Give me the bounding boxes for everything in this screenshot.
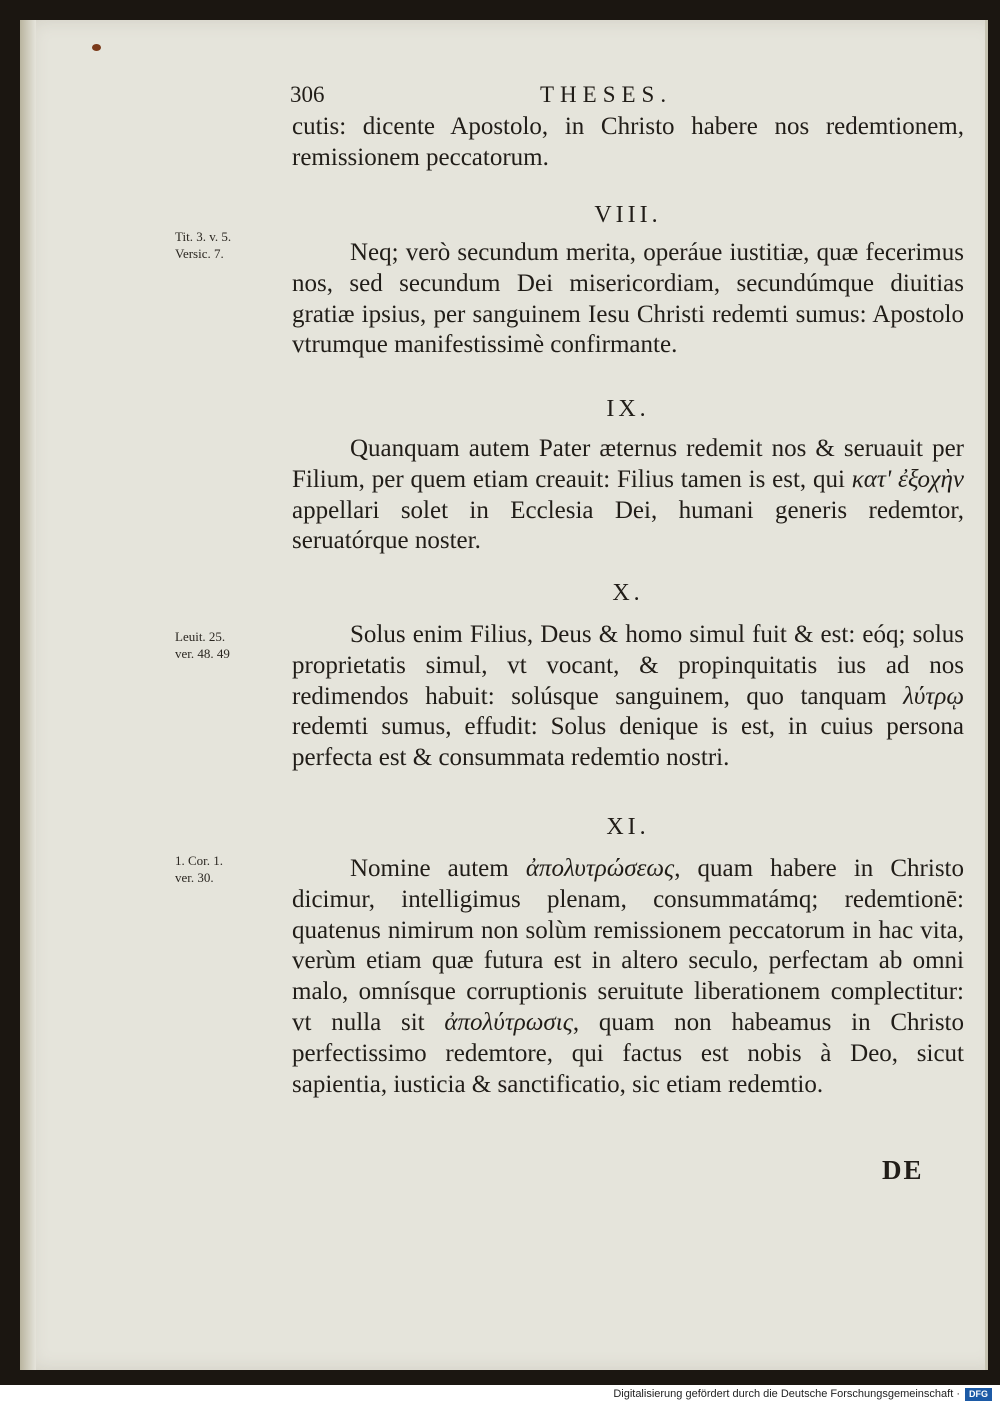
page-edge: [985, 20, 988, 1370]
margin-note-viii: [175, 228, 290, 262]
book-page: [20, 20, 988, 1370]
paragraph-text: Solus enim Filius, Deus & homo simul fuit & est: eóq; solus proprietatis simul, vt vocant, & propinquitatis ius ad nos redimendos habuit: solúsque sanguinem, quo tanquam: [292, 621, 964, 710]
funding-credit: Digitalisierung gefördert durch die Deutsche Forschungsgemeinschaft ·: [613, 1388, 960, 1400]
section-heading-xi: XI.: [606, 814, 650, 840]
section-heading-viii: VIII.: [594, 202, 662, 228]
greek-word: ἀπολυτρώσεως: [525, 855, 675, 882]
section-paragraph-xi: [292, 854, 964, 1100]
greek-word: λύτρῳ: [903, 682, 964, 710]
section-heading-ix: IX.: [606, 396, 650, 422]
paragraph-text: redemti sumus, effudit: Solus denique is est, in cuius persona perfecta est & consummata redemtio nostri.: [292, 713, 964, 772]
ink-stain: [92, 44, 101, 51]
greek-word: ἀπολύτρωσις: [444, 1008, 573, 1036]
margin-note-x: [175, 628, 290, 662]
margin-note-line: ver. 30.: [175, 870, 214, 885]
running-title: THESES.: [540, 82, 673, 107]
paragraph-text: Nomine autem: [350, 855, 509, 882]
footer-bar: [0, 1385, 1000, 1405]
margin-note-line: Leuit. 25.: [175, 629, 226, 644]
paragraph-text: Neq; verò secundum merita, operáue iustitiæ, quæ fecerimus nos, sed secundum Dei misericordiam, secundúmque diuitias gratiæ ipsius, per sanguinem Iesu Christi redemti sumus: Apostolo vtrumque manifestissimè confirmante.: [292, 239, 964, 359]
page-gutter-shadow: [20, 20, 36, 1370]
margin-note-line: 1. Cor. 1.: [175, 853, 224, 868]
continuation-paragraph: cutis: dicente Apostolo, in Christo habere nos redemtionem, remissionem peccatorum.: [292, 113, 964, 171]
paragraph-text: appellari solet in Ecclesia Dei, humani generis redemtor, seruatórque noster.: [292, 496, 964, 555]
greek-phrase: κατ' ἐξοχὴν: [851, 465, 965, 493]
paragraph-text: Quanquam autem Pater æternus redemit nos & seruauit per Filium, per quem etiam creauit: Filius tamen is est, qui: [292, 435, 964, 493]
dfg-logo: DFG: [965, 1388, 992, 1401]
margin-note-xi: [175, 852, 290, 886]
paragraph-text: , quam non habeamus in Christo perfectissimo redemtore, qui factus est nobis à Deo, sicut sapientia, iusticia & sanctificatio, sic etiam redemtio.: [292, 1008, 965, 1098]
margin-note-line: Tit. 3. v. 5.: [175, 229, 232, 244]
section-paragraph-x: [292, 620, 964, 774]
section-paragraph-viii: [292, 238, 964, 361]
catchword: DE: [882, 1155, 924, 1185]
margin-note-line: ver. 48. 49: [175, 646, 230, 661]
paragraph-text: , quam habere in Christo dicimur, intelligimus plenam, consummatámq; redemtionē: quatenus nimirum non solùm remissionem peccatorum in hac vita, verùm etiam quæ futura est in altero seculo, perfectam ab omni malo, omnísque corruptionis seruitute liberationem complectitur: vt nulla sit: [292, 855, 964, 1036]
section-paragraph-ix: [292, 434, 964, 557]
page-number: 306: [290, 82, 325, 107]
section-heading-x: X.: [612, 580, 644, 606]
margin-note-line: Versic. 7.: [175, 246, 224, 261]
